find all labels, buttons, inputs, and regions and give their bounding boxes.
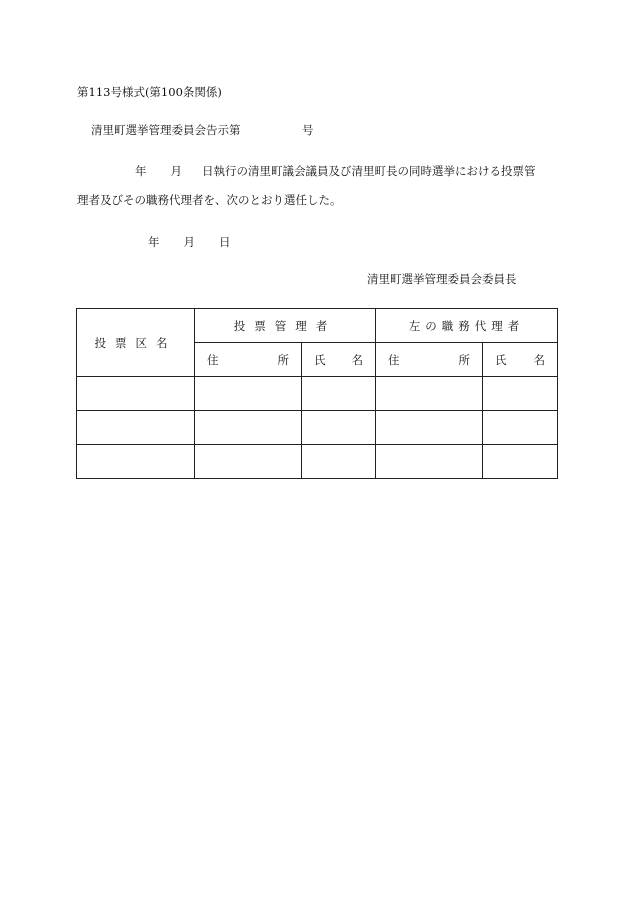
notice-title: 清里町選挙管理委員会告示第 bbox=[91, 123, 241, 137]
manager-name-cell[interactable] bbox=[302, 411, 376, 445]
address-right-char: 所 bbox=[277, 352, 289, 367]
body-month-label: 月 bbox=[170, 164, 182, 178]
date-month-label: 月 bbox=[183, 235, 195, 249]
manager-address-cell[interactable] bbox=[195, 445, 302, 479]
appointment-table bbox=[76, 308, 558, 479]
form-number: 第113号様式(第100条関係) bbox=[77, 85, 222, 99]
address-left-char: 住 bbox=[207, 352, 219, 367]
table-header-row bbox=[77, 309, 558, 343]
date-year-label: 年 bbox=[148, 235, 160, 249]
deputy-name-cell[interactable] bbox=[483, 445, 558, 479]
manager-name-cell[interactable] bbox=[302, 445, 376, 479]
body-year-label: 年 bbox=[135, 164, 147, 178]
body-line-1 bbox=[77, 166, 536, 178]
address-right-char: 所 bbox=[458, 352, 470, 367]
manager-name-header bbox=[302, 343, 376, 377]
manager-name-cell[interactable] bbox=[302, 377, 376, 411]
table-row bbox=[77, 377, 558, 411]
body-day-text: 日執行の清里町議会議員及び清里町長の同時選挙における投票管 bbox=[202, 164, 536, 178]
deputy-address-header bbox=[376, 343, 483, 377]
deputy-address-cell[interactable] bbox=[376, 445, 483, 479]
deputy-name-cell[interactable] bbox=[483, 377, 558, 411]
deputy-name-header bbox=[483, 343, 558, 377]
deputy-address-cell[interactable] bbox=[376, 411, 483, 445]
notice-number-label: 号 bbox=[302, 123, 314, 137]
deputy-header: 左の職務代理者 bbox=[376, 309, 558, 343]
table-row bbox=[77, 411, 558, 445]
deputy-name-cell[interactable] bbox=[483, 411, 558, 445]
manager-address-header bbox=[195, 343, 302, 377]
table-row bbox=[77, 445, 558, 479]
name-left-char: 氏 bbox=[495, 352, 507, 367]
address-left-char: 住 bbox=[388, 352, 400, 367]
date-day-label: 日 bbox=[219, 235, 231, 249]
body-line-2: 理者及びその職務代理者を、次のとおり選任した。 bbox=[77, 193, 342, 207]
district-cell[interactable] bbox=[77, 445, 195, 479]
deputy-address-cell[interactable] bbox=[376, 377, 483, 411]
name-right-char: 名 bbox=[533, 352, 545, 367]
signer-title: 清里町選挙管理委員会委員長 bbox=[367, 272, 517, 286]
name-right-char: 名 bbox=[351, 352, 363, 367]
name-left-char: 氏 bbox=[314, 352, 326, 367]
manager-address-cell[interactable] bbox=[195, 411, 302, 445]
district-cell[interactable] bbox=[77, 377, 195, 411]
date-line bbox=[148, 237, 231, 249]
manager-address-cell[interactable] bbox=[195, 377, 302, 411]
district-header: 投票区名 bbox=[77, 309, 195, 377]
manager-header: 投票管理者 bbox=[195, 309, 376, 343]
district-cell[interactable] bbox=[77, 411, 195, 445]
